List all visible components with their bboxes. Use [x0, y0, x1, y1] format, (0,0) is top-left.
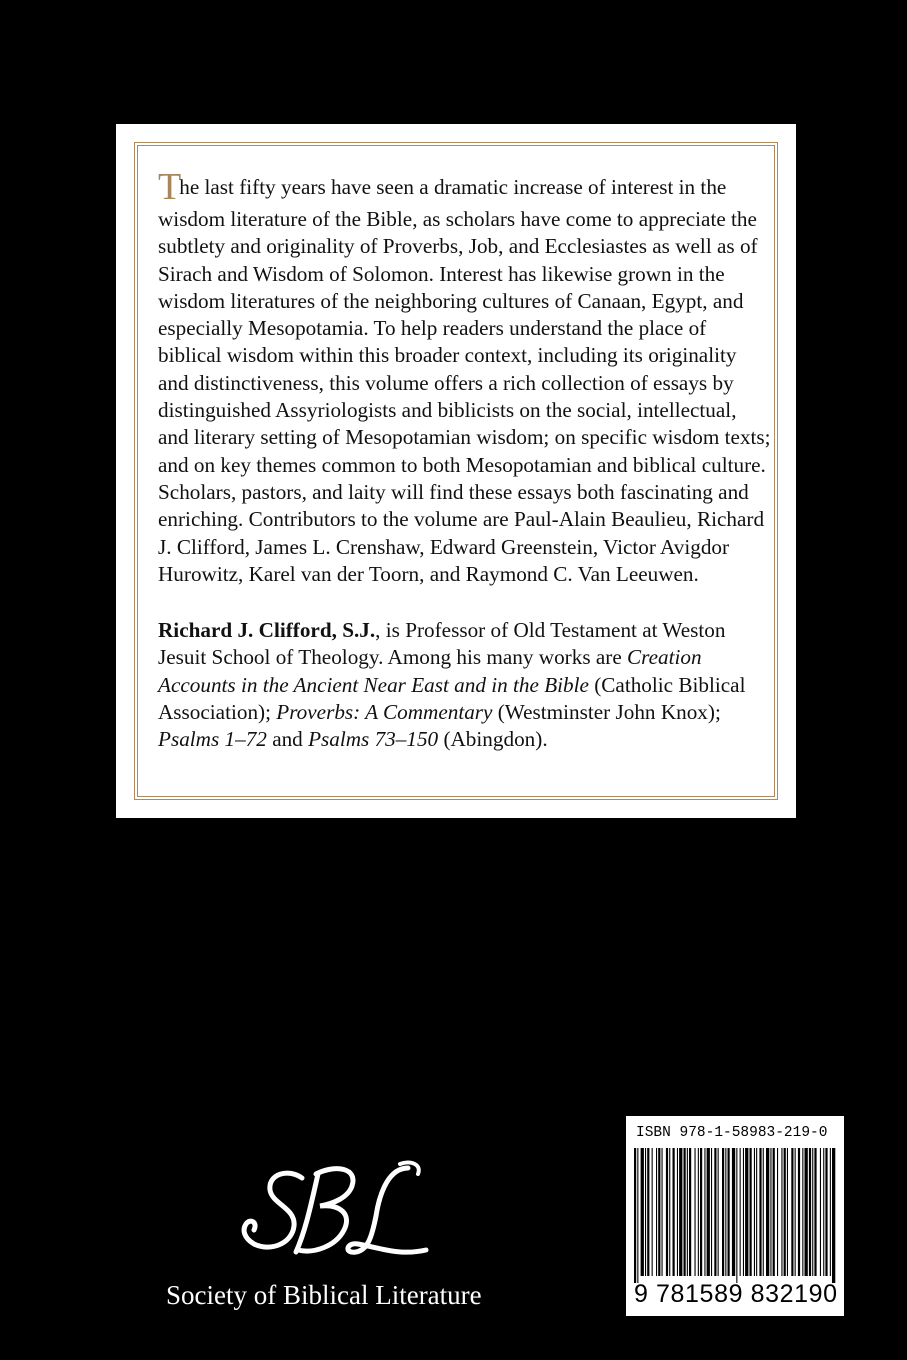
description-text: he last fifty years have seen a dramatic increase of interest in the wisdom literature of the Bible, as scholars have come to appreciate the subtlety and originality of Proverbs, Job, and Ecclesiastes as well as of Sirach and Wisdom of Solomon. Interest has likewise grown in the wisdom literatures of the neighboring cultures of Canaan, Egypt, and especially Mesopotamia. To help readers understand the place of biblical wisdom within this broader context, including its originality and distinctiveness, this volume offers a rich collection of essays by distinguished Assyriologists and biblicists on the social, intellectual, and literary setting of Mesopotamian wisdom; on specific wisdom texts; and on key themes common to both Mesopotamian and biblical culture. Scholars, pastors, and laity will find these essays both fascinating and enriching. Contributors to the volume are Paul-Alain Beaulieu, Richard J. Clifford, James L. Crenshaw, Edward Greenstein, Victor Avigdor Hurowitz, Karel van der Toorn, and Raymond C. Van Leeuwen. [158, 175, 771, 586]
barcode-bar [662, 1148, 663, 1276]
barcode-bar [740, 1148, 741, 1276]
barcode-bar [820, 1148, 821, 1276]
barcode-bar [689, 1148, 691, 1276]
barcode-bar [669, 1148, 670, 1276]
bio-text: and [266, 727, 309, 752]
barcode-bar [647, 1148, 649, 1276]
barcode-bar [745, 1148, 748, 1276]
barcode-bar [791, 1148, 793, 1276]
author-name: Richard J. Clifford, S.J. [158, 618, 376, 643]
barcode-bar [652, 1148, 653, 1276]
barcode-bar [756, 1148, 757, 1276]
barcode-bar [830, 1148, 831, 1276]
barcode-bar [698, 1148, 699, 1276]
book-title: Psalms 1–72 [158, 727, 267, 752]
barcode-bar [795, 1148, 796, 1276]
barcode-bar [728, 1148, 730, 1276]
barcode-bar [736, 1148, 737, 1283]
isbn-barcode [626, 1116, 844, 1316]
barcode-bar [832, 1148, 835, 1283]
barcode-bar [722, 1148, 724, 1276]
barcode-bar [759, 1148, 761, 1276]
bio-text: (Westminster John Knox); [492, 700, 721, 725]
barcode-bar [814, 1148, 816, 1276]
publisher-logo [160, 1160, 540, 1320]
sbl-monogram [240, 1160, 440, 1278]
barcode-bar [641, 1148, 644, 1276]
barcode-bar [656, 1148, 657, 1276]
barcode-bar [773, 1148, 775, 1276]
barcode-bar [679, 1148, 682, 1276]
barcode-bar [812, 1148, 813, 1276]
barcode-bar [770, 1148, 771, 1276]
barcode-bar [798, 1148, 800, 1276]
barcode-bar [825, 1148, 827, 1276]
barcode-bar [743, 1148, 744, 1276]
barcode-bar [750, 1148, 752, 1276]
barcode-bar [684, 1148, 686, 1276]
book-title: Creation Accounts in the Ancient Near East and in the Bible [158, 645, 702, 697]
description-panel [116, 124, 796, 818]
barcode-bar [763, 1148, 764, 1276]
barcode-bar [666, 1148, 668, 1276]
publisher-name: Society of Biblical Literature [166, 1280, 482, 1310]
barcode-bar [695, 1148, 696, 1276]
barcode-bar [704, 1148, 705, 1276]
barcode-bar [634, 1148, 636, 1283]
barcode-bar [677, 1148, 678, 1276]
book-description [158, 168, 772, 588]
bio-text: , is Professor of Old Testament at Weston Jesuit School of Theology. Among his many works are [158, 618, 726, 670]
barcode-bar [658, 1148, 660, 1276]
barcode-bar [809, 1148, 811, 1276]
barcode-bar [707, 1148, 710, 1276]
barcode-bar [805, 1148, 808, 1276]
barcode-bar [784, 1148, 786, 1276]
barcode-bar [787, 1148, 788, 1276]
barcode-bar [725, 1148, 726, 1276]
barcode-bar [711, 1148, 712, 1276]
barcode-bar [714, 1148, 716, 1276]
barcode-bar [754, 1148, 755, 1276]
ean-number: 9 781589 832190 [634, 1280, 838, 1308]
barcode-bar [781, 1148, 782, 1276]
bio-text: (Abingdon). [438, 727, 548, 752]
barcode-bar [718, 1148, 719, 1276]
drop-cap: T [158, 166, 182, 208]
barcode-bar [823, 1148, 824, 1276]
bio-text: (Catholic Biblical Association); [158, 672, 746, 725]
book-title: Psalms 73–150 [308, 727, 439, 752]
barcode-bar [645, 1148, 646, 1276]
book-title: Proverbs: A Commentary [276, 700, 493, 725]
barcode-bar [687, 1148, 688, 1276]
author-bio [158, 617, 772, 753]
barcode-bar [732, 1148, 735, 1276]
barcode-bars [634, 1148, 836, 1283]
panel-text [158, 168, 772, 754]
barcode-bar [673, 1148, 675, 1276]
barcode-bar [700, 1148, 702, 1276]
barcode-bar [802, 1148, 803, 1276]
barcode-bar [637, 1148, 638, 1283]
isbn-label: ISBN 978-1-58983-219-0 [636, 1125, 828, 1141]
barcode-bar [766, 1148, 769, 1276]
barcode-bar [777, 1148, 778, 1276]
